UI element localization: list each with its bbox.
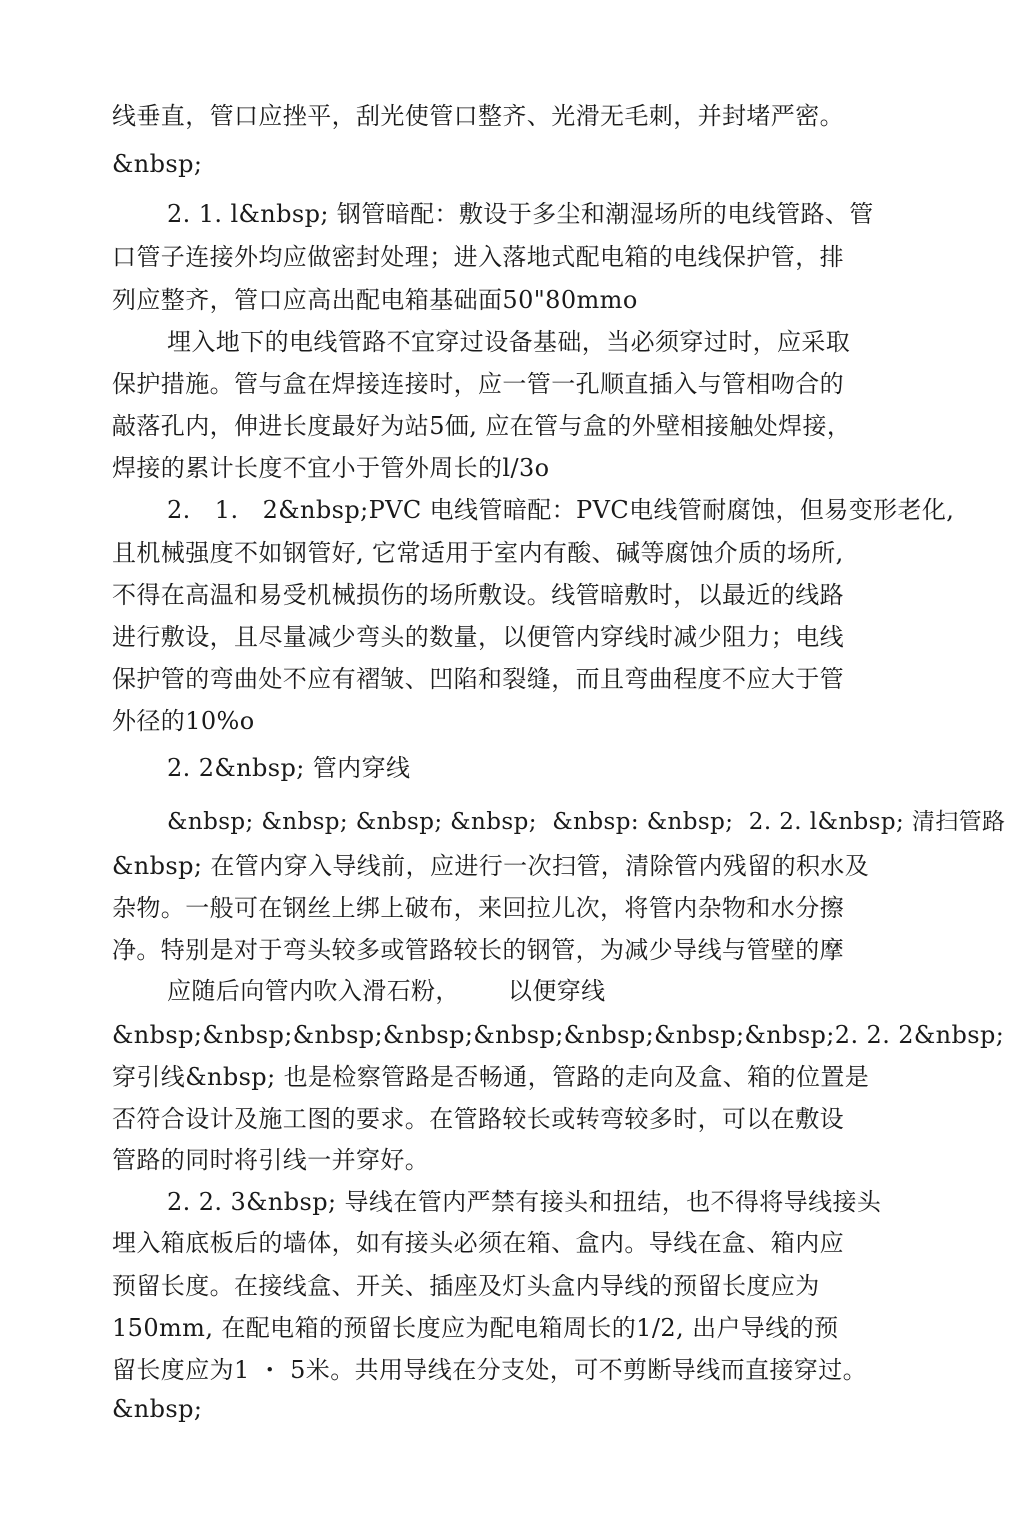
text-line: 列应整齐，管口应高出配电箱基础面50"80mmo bbox=[112, 286, 638, 314]
text-line: 保护措施。管与盒在焊接连接时，应一管一孔顺直插入与管相吻合的 bbox=[112, 370, 844, 398]
text-line: 2. 1. 2&nbsp;PVC 电线管暗配：PVC电线管耐腐蚀，但易变形老化, bbox=[167, 496, 955, 524]
text-line: &nbsp; &nbsp; &nbsp; &nbsp; &nbsp: &nbsp; 2. 2. l&nbsp; 清扫管路 bbox=[167, 809, 1006, 835]
text-line: 不得在高温和易受机械损伤的场所敷设。线管暗敷时，以最近的线路 bbox=[112, 581, 844, 609]
text-line: 敲落孔内，伸进长度最好为站5価, 应在管与盒的外壁相接触处焊接， bbox=[112, 412, 852, 440]
text-line: 留长度应为1 ・ 5米。共用导线在分支处，可不剪断导线而直接穿过。 bbox=[112, 1356, 867, 1384]
text-line: 口管子连接外均应做密封处理；进入落地式配电箱的电线保护管，排 bbox=[112, 243, 844, 271]
text-line: 150mm, 在配电箱的预留长度应为配电箱周长的1/2, 出户导线的预 bbox=[112, 1314, 839, 1342]
text-line: 2. 1. l&nbsp; 钢管暗配：敷设于多尘和潮湿场所的电线管路、管 bbox=[167, 200, 874, 228]
text-line: &nbsp; bbox=[112, 1395, 203, 1423]
text-line: 应随后向管内吹入滑石粉， 以便穿线 bbox=[167, 977, 606, 1005]
section-heading: 2. 2&nbsp; 管内穿线 bbox=[167, 754, 411, 782]
text-line: &nbsp; 在管内穿入导线前，应进行一次扫管，清除管内残留的积水及 bbox=[112, 852, 870, 880]
text-line: 净。特别是对于弯头较多或管路较长的钢管，为减少导线与管壁的摩 bbox=[112, 936, 844, 964]
text-line: 焊接的累计长度不宜小于管外周长的l/3o bbox=[112, 454, 550, 482]
text-line: 埋入箱底板后的墙体，如有接头必须在箱、盒内。导线在盒、箱内应 bbox=[112, 1229, 844, 1257]
text-line: 外径的10%o bbox=[112, 707, 255, 735]
text-line: 否符合设计及施工图的要求。在管路较长或转弯较多时，可以在敷设 bbox=[112, 1105, 844, 1133]
text-line: 进行敷设，且尽量减少弯头的数量，以便管内穿线时减少阻力；电线 bbox=[112, 623, 844, 651]
text-line: 且机械强度不如钢管好, 它常适用于室内有酸、碱等腐蚀介质的场所, bbox=[112, 539, 844, 567]
text-line: &nbsp;&nbsp;&nbsp;&nbsp;&nbsp;&nbsp;&nbsp;&nbsp;2. 2. 2&nbsp; bbox=[112, 1021, 1005, 1049]
text-line: 2. 2. 3&nbsp; 导线在管内严禁有接头和扭结，也不得将导线接头 bbox=[167, 1188, 882, 1216]
text-line: 管路的同时将引线一并穿好。 bbox=[112, 1146, 430, 1174]
text-line: 埋入地下的电线管路不宜穿过设备基础，当必须穿过时，应采取 bbox=[167, 328, 851, 356]
text-line: 线垂直，管口应挫平，刮光使管口整齐、光滑无毛刺，并封堵严密。 bbox=[112, 102, 844, 130]
text-line: &nbsp; bbox=[112, 150, 203, 178]
text-line: 预留长度。在接线盒、开关、插座及灯头盒内导线的预留长度应为 bbox=[112, 1272, 820, 1300]
text-line: 杂物。一般可在钢丝上绑上破布，来回拉儿次，将管内杂物和水分擦 bbox=[112, 894, 844, 922]
text-line: 保护管的弯曲处不应有褶皱、凹陷和裂缝，而且弯曲程度不应大于管 bbox=[112, 665, 844, 693]
text-line: 穿引线&nbsp; 也是检察管路是否畅通，管路的走向及盒、箱的位置是 bbox=[112, 1063, 870, 1091]
